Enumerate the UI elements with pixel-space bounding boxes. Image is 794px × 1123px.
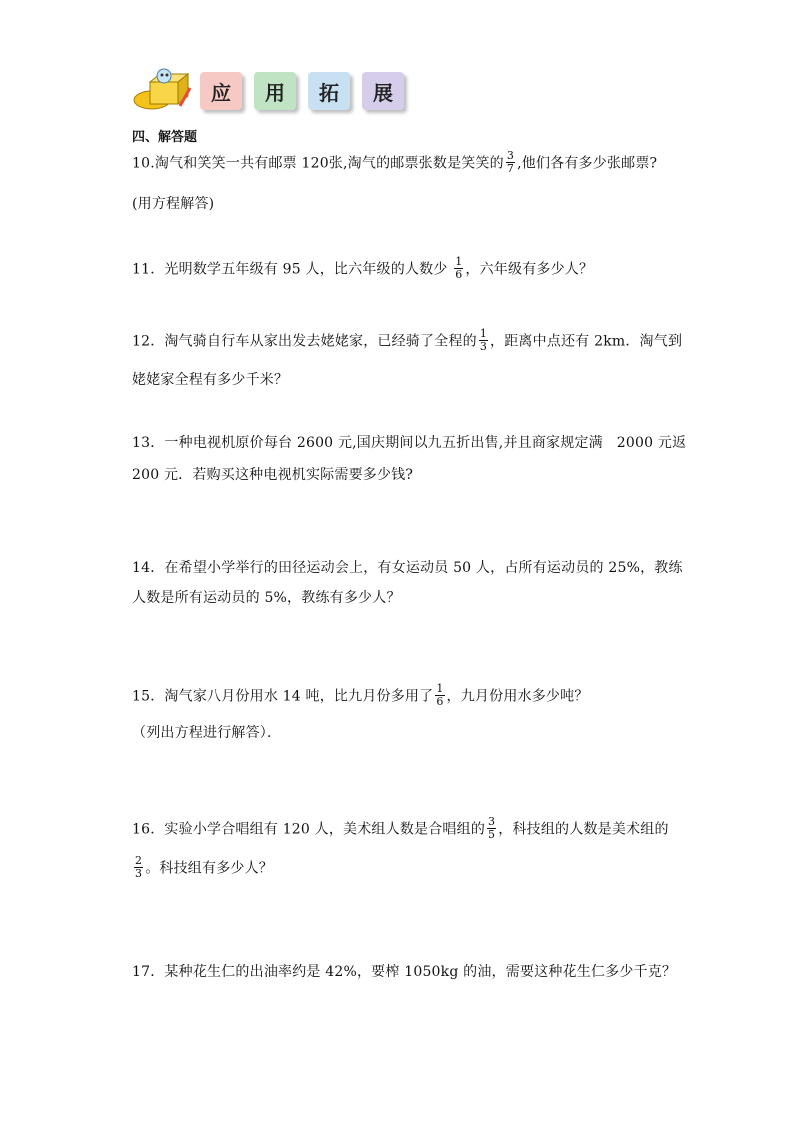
question-15-line-2: （列出方程进行解答）．	[132, 725, 282, 741]
question-13-line-1: 13．一种电视机原价每台 2600 元,国庆期间以九五折出售,并且商家规定满 2000 元返	[132, 435, 687, 451]
fraction: $\frac{3}{5}$	[488, 815, 496, 841]
question-10-line-2: (用方程解答)	[132, 196, 215, 212]
question-10-line-1: 10.淘气和笑笑一共有邮票 120张,淘气的邮票张数是笑笑的 $\frac{3}{7}$ ,他们各有多少张邮票?	[132, 149, 658, 175]
fraction: $\frac{1}{6}$	[455, 255, 463, 281]
question-12-line-1: 12．淘气骑自行车从家出发去姥姥家，已经骑了全程的 $\frac{1}{3}$ ，距离中点还有 2km．淘气到	[132, 327, 683, 353]
fraction: $\frac{2}{3}$	[135, 854, 143, 880]
banner-tile-4: 展	[362, 72, 404, 110]
section-title: 四、解答题	[132, 130, 198, 145]
question-14-line-2: 人数是所有运动员的 5%，教练有多少人？	[132, 590, 401, 606]
question-16-line-1: 16．实验小学合唱组有 120 人，美术组人数是合唱组的 $\frac{3}{5}$ ，科技组的人数是美术组的	[132, 815, 669, 841]
banner-tile-2: 用	[254, 72, 296, 110]
question-12-line-2: 姥姥家全程有多少千米？	[132, 372, 289, 388]
question-15-line-1: 15．淘气家八月份用水 14 吨，比九月份多用了 $\frac{1}{6}$ ，九月份用水多少吨？	[132, 682, 589, 708]
fraction: $\frac{3}{7}$	[506, 149, 515, 175]
question-14-line-1: 14．在希望小学举行的田径运动会上，有女运动员 50 人，占所有运动员的 25%，教练	[132, 560, 683, 576]
question-11-line-1: 11．光明数学五年级有 95 人，比六年级的人数少 $\frac{1}{6}$ ，六年级有多少人？	[132, 255, 594, 281]
fraction: $\frac{1}{6}$	[436, 682, 444, 708]
banner-tile-3: 拓	[308, 72, 350, 110]
question-17-line-1: 17．某种花生仁的出油率约是 42%，要榨 1050kg 的油，需要这种花生仁多少千克？	[132, 964, 677, 980]
banner-tile-1: 应	[200, 72, 242, 110]
question-13-line-2: 200 元．若购买这种电视机实际需要多少钱?	[132, 467, 414, 483]
mascot-box-icon	[132, 66, 194, 116]
fraction: $\frac{1}{3}$	[479, 327, 488, 353]
question-16-line-2: $\frac{2}{3}$ 。科技组有多少人？	[135, 854, 274, 880]
section-banner	[132, 66, 402, 116]
